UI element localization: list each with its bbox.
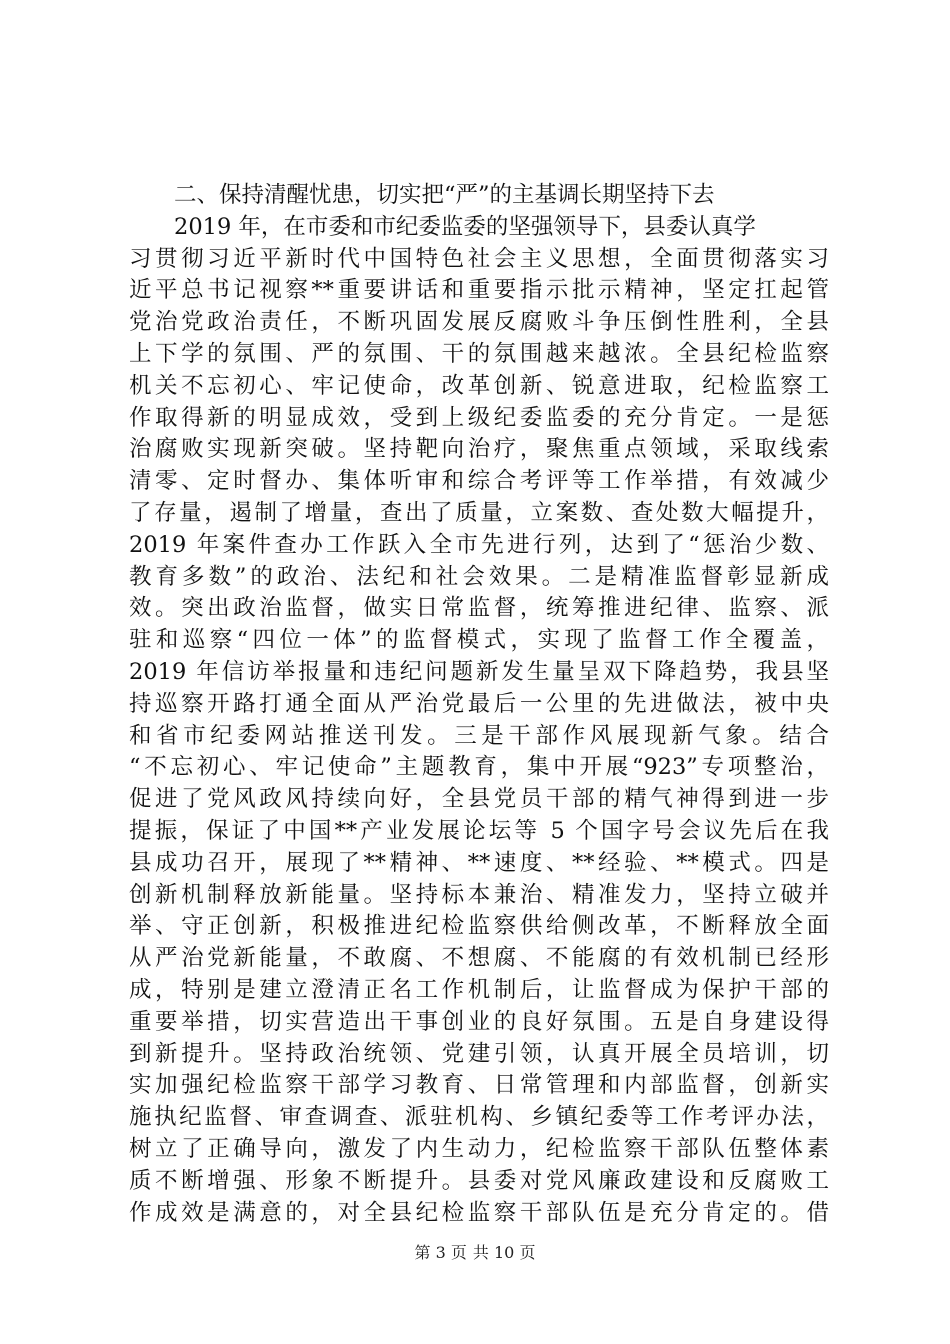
paragraph-line: 实加强纪检监察干部学习教育、日常管理和内部监督，创新实: [129, 1072, 829, 1099]
paragraph-line: 治腐败实现新突破。坚持靶向治疗，聚焦重点领域，采取线索: [129, 436, 829, 463]
paragraph-line: 习贯彻习近平新时代中国特色社会主义思想，全面贯彻落实习: [129, 245, 829, 272]
paragraph-line: 树立了正确导向，激发了内生动力，纪检监察干部队伍整体素: [129, 1135, 829, 1162]
paragraph-line: 2019 年案件查办工作跃入全市先进行列，达到了“惩治少数、: [129, 531, 829, 558]
paragraph-line: 清零、定时督办、集体听审和综合考评等工作举措，有效减少: [129, 468, 829, 495]
paragraph-line: 效。突出政治监督，做实日常监督，统筹推进纪律、监察、派: [129, 595, 829, 622]
paragraph-line: 和省市纪委网站推送刊发。三是干部作风展现新气象。结合: [129, 722, 829, 749]
paragraph-line: 了存量，遏制了增量，查出了质量，立案数、查处数大幅提升，: [129, 499, 829, 526]
paragraph-line: 驻和巡察“四位一体”的监督模式，实现了监督工作全覆盖，: [129, 627, 829, 654]
paragraph-line: 上下学的氛围、严的氛围、干的氛围越来越浓。全县纪检监察: [129, 340, 829, 367]
paragraph-line: 举、守正创新，积极推进纪检监察供给侧改革，不断释放全面: [129, 913, 829, 940]
paragraph-line: 从严治党新能量，不敢腐、不想腐、不能腐的有效机制已经形: [129, 945, 829, 972]
page-number: 第 3 页: [414, 1243, 467, 1262]
page-total: 共 10 页: [472, 1243, 536, 1262]
document-body: [129, 180, 829, 1229]
paragraph-line: 县成功召开，展现了**精神、**速度、**经验、**模式。四是: [129, 849, 829, 876]
paragraph-line: 施执纪监督、审查调查、派驻机构、乡镇纪委等工作考评办法，: [129, 1104, 829, 1131]
paragraph-line: 到新提升。坚持政治统领、党建引领，认真开展全员培训，切: [129, 1040, 829, 1067]
section-heading: 二、保持清醒忧患，切实把“严”的主基调长期坚持下去: [174, 182, 715, 208]
paragraph-line: 重要举措，切实营造出干事创业的良好氛围。五是自身建设得: [129, 1008, 829, 1035]
paragraph-line: 促进了党风政风持续向好，全县党员干部的精气神得到进一步: [129, 786, 829, 813]
paragraph-line: 机关不忘初心、牢记使命，改革创新、锐意进取，纪检监察工: [129, 372, 829, 399]
paragraph-line: 作取得新的明显成效，受到上级纪委监委的充分肯定。一是惩: [129, 404, 829, 431]
paragraph-line: 成，特别是建立澄清正名工作机制后，让监督成为保护干部的: [129, 976, 829, 1003]
paragraph-line: 提振，保证了中国**产业发展论坛等 5 个国字号会议先后在我: [129, 817, 829, 844]
paragraph-line: “不忘初心、牢记使命”主题教育，集中开展“923”专项整治，: [129, 754, 829, 781]
paragraph-line: 作成效是满意的，对全县纪检监察干部队伍是充分肯定的。借: [129, 1199, 829, 1226]
paragraph-line: 近平总书记视察**重要讲话和重要指示批示精神，坚定扛起管: [129, 277, 829, 304]
paragraph-line: 教育多数”的政治、法纪和社会效果。二是精准监督彰显新成: [129, 563, 829, 590]
paragraph-line: 创新机制释放新能量。坚持标本兼治、精准发力，坚持立破并: [129, 881, 829, 908]
paragraph-line: 持巡察开路打通全面从严治党最后一公里的先进做法，被中央: [129, 690, 829, 717]
paragraph-line: 2019 年，在市委和市纪委监委的坚强领导下，县委认真学: [174, 213, 756, 240]
paragraph-line: 质不断增强、形象不断提升。县委对党风廉政建设和反腐败工: [129, 1167, 829, 1194]
body-paragraph: [129, 212, 829, 1230]
paragraph-line: 党治党政治责任，不断巩固发展反腐败斗争压倒性胜利，全县: [129, 309, 829, 336]
page-footer: [0, 1240, 950, 1263]
paragraph-line: 2019 年信访举报量和违纪问题新发生量呈双下降趋势，我县坚: [129, 658, 829, 685]
